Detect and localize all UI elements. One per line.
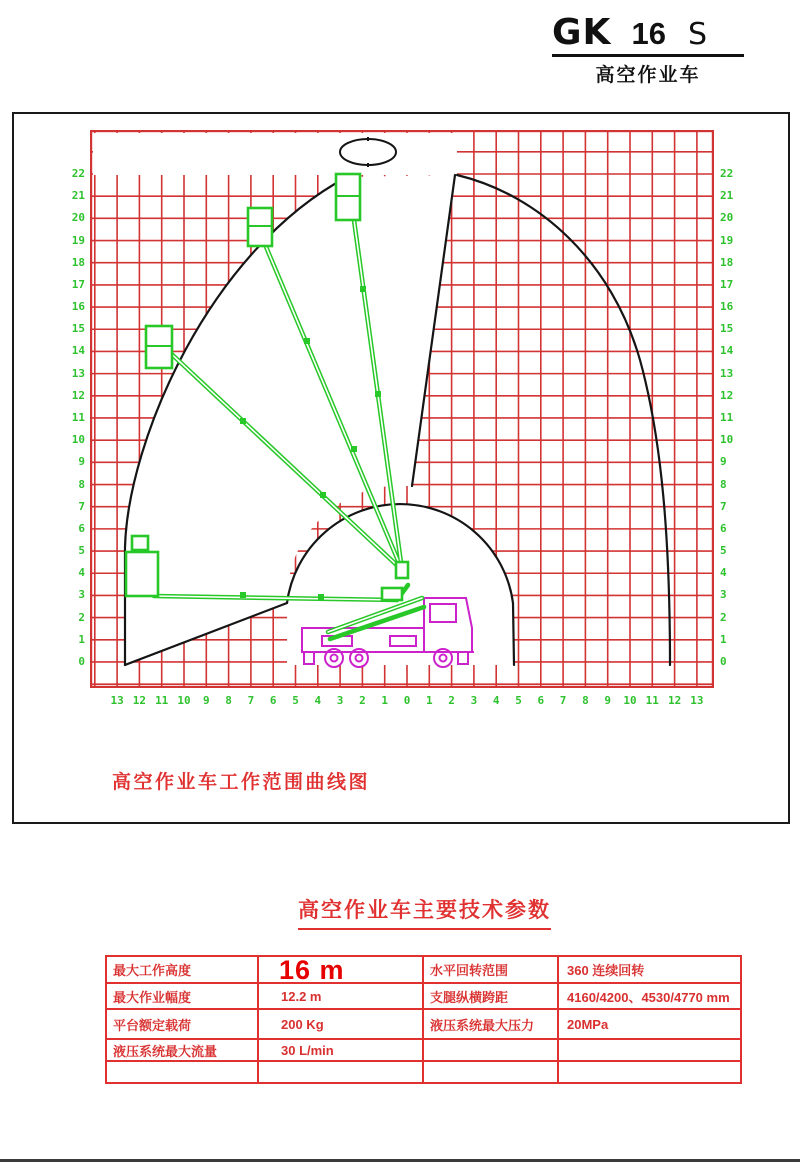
x-tick-25: 12 [667,694,682,707]
y-tick-l-20: 20 [71,211,85,225]
spec-table [105,955,742,1084]
table-row [106,1039,741,1061]
y-tick-r-4: 4 [720,566,727,580]
table-row [106,956,741,983]
x-tick-0: 13 [110,694,124,707]
x-tick-1: 12 [132,694,147,707]
y-tick-l-13: 13 [71,366,85,380]
y-tick-l-11: 11 [71,410,85,424]
table-cell-r4-c3 [423,1039,558,1061]
table-cell-r5-c2 [258,1061,423,1083]
y-tick-l-8: 8 [78,477,85,491]
x-tick-11: 2 [359,694,366,707]
logo-divider [552,54,744,57]
y-tick-r-11: 11 [720,410,734,424]
y-tick-l-21: 21 [71,189,85,203]
y-tick-l-7: 7 [78,499,85,513]
y-tick-l-10: 10 [71,433,85,447]
y-tick-l-15: 15 [71,322,85,336]
table-title: 高空作业车主要技术参数 [298,894,551,930]
x-tick-8: 5 [292,694,299,707]
y-tick-l-17: 17 [71,277,85,291]
x-tick-4: 9 [202,694,210,707]
y-tick-l-2: 2 [78,610,85,624]
y-tick-l-12: 12 [71,388,85,402]
x-tick-14: 1 [425,694,433,707]
x-tick-26: 13 [690,694,704,707]
y-tick-l-5: 5 [78,544,85,558]
y-tick-l-22: 22 [71,167,85,180]
x-tick-17: 4 [492,694,500,707]
x-tick-22: 9 [604,694,611,707]
x-tick-23: 10 [623,694,637,707]
x-tick-5: 8 [225,694,232,707]
x-tick-24: 11 [645,694,659,707]
y-tick-l-1: 1 [78,632,85,646]
y-tick-r-18: 18 [720,255,734,269]
working-range-diagram [90,130,714,688]
table-cell-r2-c3: 支腿纵横跨距 [423,983,558,1009]
table-cell-r3-c3: 液压系统最大压力 [423,1009,558,1039]
y-tick-r-2: 2 [720,610,727,624]
table-cell-r1-c4: 360 连续回转 [558,956,741,983]
table-cell-r3-c4: 20MPa [558,1009,741,1039]
y-tick-r-5: 5 [720,544,727,558]
x-tick-18: 5 [515,694,522,707]
x-tick-9: 4 [314,694,322,707]
y-tick-l-18: 18 [71,255,85,269]
table-cell-r1-c3: 水平回转范围 [423,956,558,983]
y-tick-l-9: 9 [78,455,85,469]
logo-model-number: 16 [631,16,666,51]
logo-model-line [552,12,752,53]
x-tick-7: 6 [269,694,277,707]
table-cell-r3-c2: 200 Kg [258,1009,423,1039]
logo-model-text: GK [552,12,612,53]
y-tick-r-1: 1 [720,632,727,646]
table-row [106,1061,741,1083]
working-range-plot [71,130,734,707]
y-tick-r-15: 15 [720,322,734,336]
x-tick-19: 6 [537,694,545,707]
y-tick-r-13: 13 [720,366,734,380]
table-cell-r3-c1: 平台额定载荷 [106,1009,258,1039]
page-bottom-rule [0,1159,800,1162]
table-cell-r1-c1: 最大工作高度 [106,956,258,983]
y-tick-r-17: 17 [720,277,734,291]
y-tick-l-0: 0 [78,654,85,668]
table-row [106,1009,741,1039]
logo-model-suffix: S [687,17,707,52]
x-tick-10: 3 [336,694,344,707]
x-tick-15: 2 [448,694,455,707]
y-tick-l-3: 3 [78,588,85,602]
x-tick-13: 0 [403,694,411,707]
y-tick-r-16: 16 [720,300,734,314]
y-tick-r-6: 6 [720,521,727,535]
table-cell-r5-c3 [423,1061,558,1083]
y-tick-r-19: 19 [720,233,734,247]
chart-caption: 高空作业车工作范围曲线图 [112,772,371,793]
y-tick-r-0: 0 [720,654,727,668]
x-tick-2: 11 [155,694,169,707]
x-tick-16: 3 [470,694,478,707]
y-tick-r-21: 21 [720,189,734,203]
table-cell-r4-c2: 30 L/min [258,1039,423,1061]
table-row [106,983,741,1009]
logo-subtitle: 高空作业车 [595,65,701,86]
table-cell-r2-c2: 12.2 m [258,983,423,1009]
x-tick-12: 1 [381,694,388,707]
y-tick-r-10: 10 [720,433,734,447]
y-tick-r-12: 12 [720,388,734,402]
y-tick-r-8: 8 [720,477,727,491]
y-tick-r-22: 22 [720,167,734,180]
table-cell-r1-c2: 16 m [258,956,423,983]
table-cell-r4-c1: 液压系统最大流量 [106,1039,258,1061]
x-tick-21: 8 [582,694,589,707]
y-tick-r-3: 3 [720,588,727,602]
y-tick-r-9: 9 [720,455,727,469]
y-tick-l-19: 19 [71,233,85,247]
table-cell-r5-c4 [558,1061,741,1083]
table-cell-r2-c4: 4160/4200、4530/4770 mm [558,983,741,1009]
y-tick-r-14: 14 [720,344,734,358]
y-tick-l-16: 16 [71,300,85,314]
x-tick-6: 7 [247,694,255,707]
x-tick-3: 10 [177,694,191,707]
working-range-chart-panel [12,112,790,824]
brand-logo [552,12,752,87]
x-tick-20: 7 [559,694,567,707]
table-cell-r4-c4 [558,1039,741,1061]
y-tick-l-6: 6 [78,521,85,535]
table-cell-r5-c1 [106,1061,258,1083]
y-tick-l-14: 14 [71,344,85,358]
table-cell-r2-c1: 最大作业幅度 [106,983,258,1009]
y-tick-r-7: 7 [720,499,727,513]
y-tick-r-20: 20 [720,211,734,225]
y-tick-l-4: 4 [78,566,85,580]
